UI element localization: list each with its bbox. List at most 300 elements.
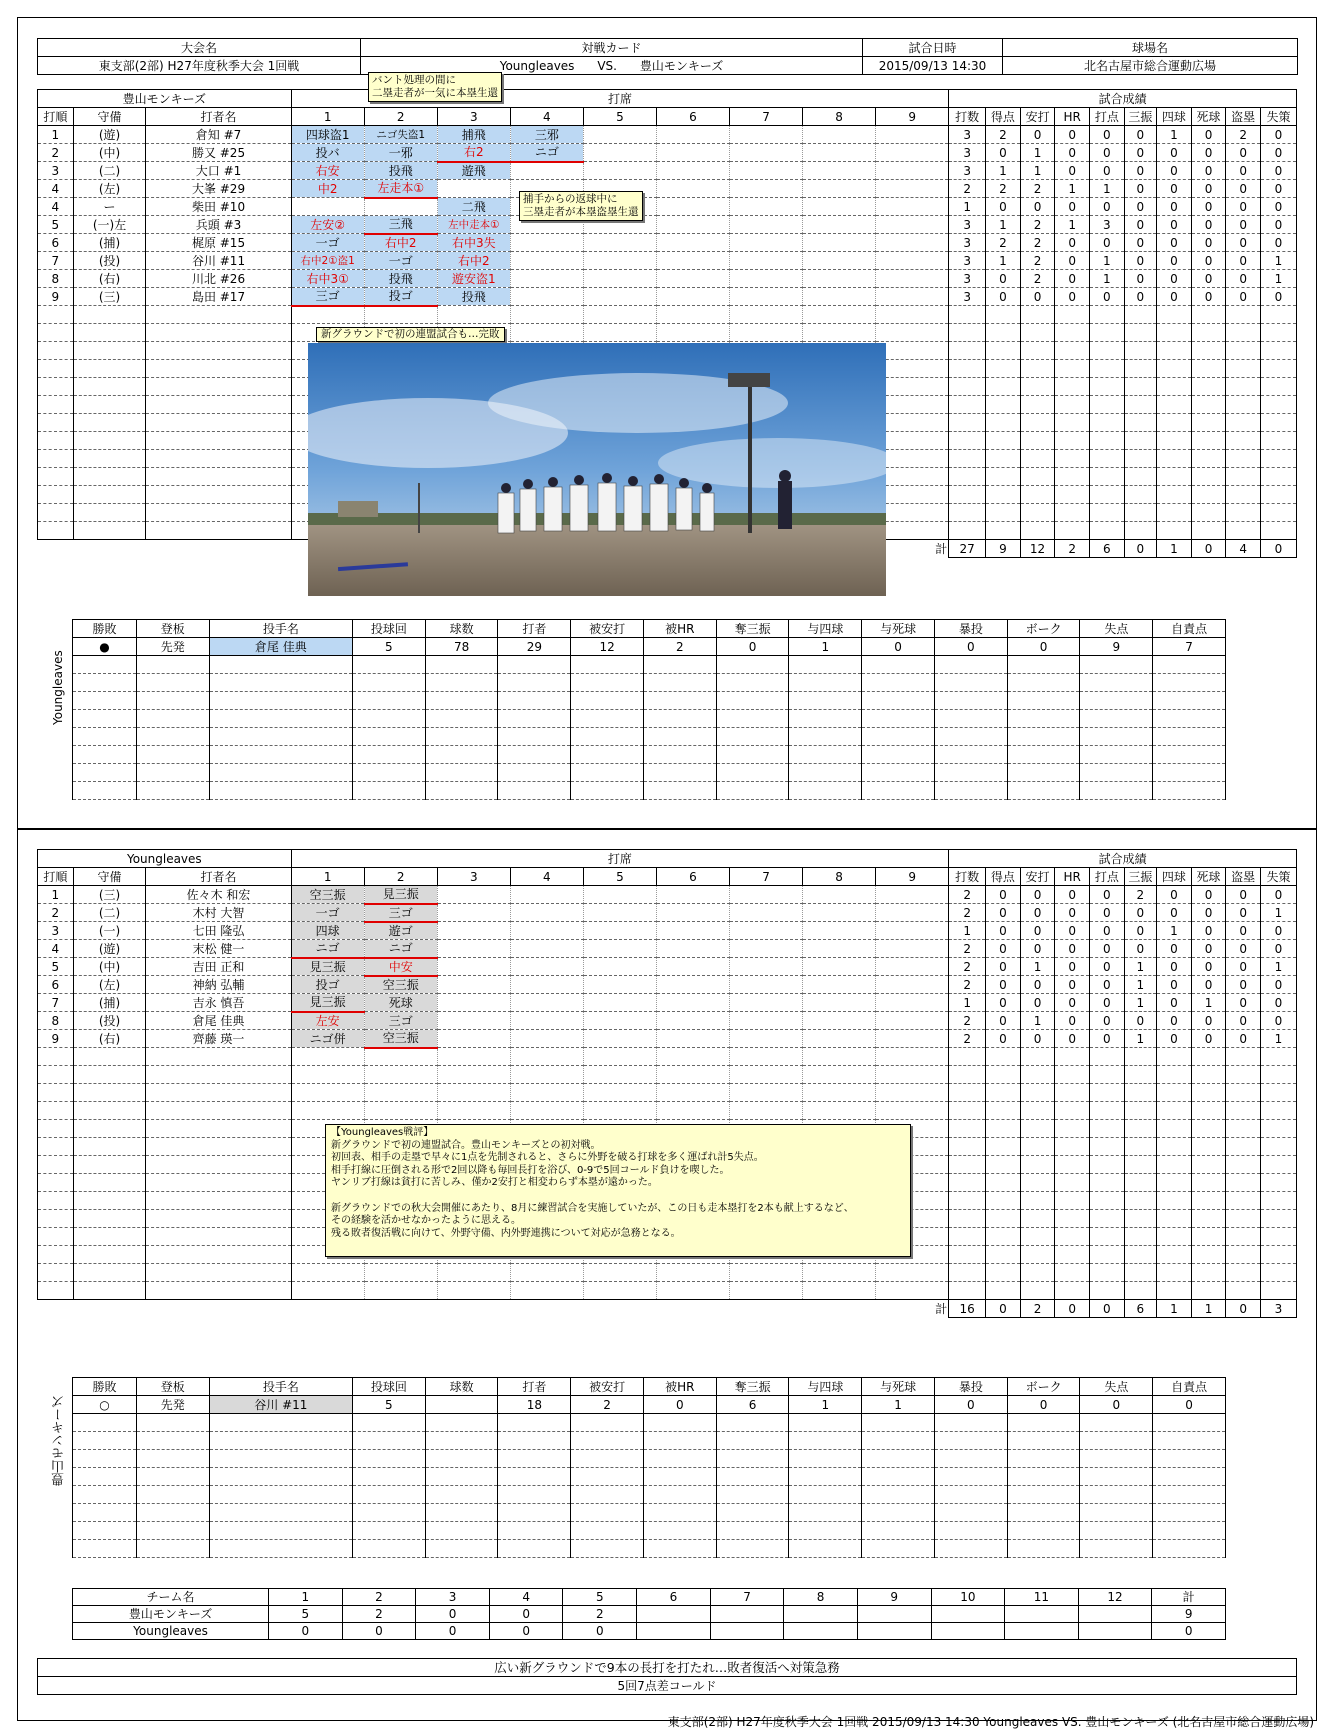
batter-stat xyxy=(1090,324,1125,342)
batter-stat xyxy=(986,468,1021,486)
batter-stat xyxy=(1226,1210,1261,1228)
stat-col: 打数 xyxy=(949,108,986,126)
batter-name: 神納 弘輔 xyxy=(146,976,291,994)
pitch-col: 与死球 xyxy=(862,620,935,638)
inning-4: 4 xyxy=(510,108,583,126)
batter-stat xyxy=(1055,306,1090,324)
pitch-empty xyxy=(209,1450,352,1468)
linescore-runs xyxy=(931,1623,1005,1640)
batter-stat xyxy=(1090,378,1125,396)
batting-order: 5 xyxy=(38,958,74,976)
at-bat-result: 死球 xyxy=(364,994,437,1012)
table-row xyxy=(38,324,1297,342)
at-bat-result xyxy=(656,1264,729,1282)
batter-stat xyxy=(1157,1066,1192,1084)
linescore-inning: 11 xyxy=(1005,1589,1079,1606)
batter-name xyxy=(146,1210,291,1228)
stat-col: 四球 xyxy=(1157,868,1192,886)
batter-stat xyxy=(1124,1264,1156,1282)
at-bat-result: 右中2 xyxy=(437,252,510,270)
batter-stat xyxy=(1226,396,1261,414)
batter-stat: 0 xyxy=(1191,1030,1226,1048)
table-row xyxy=(38,1030,1297,1048)
match-header xyxy=(37,38,1298,75)
pitch-empty xyxy=(1080,656,1153,674)
pitch-empty xyxy=(352,710,425,728)
pitch-empty xyxy=(1080,1414,1153,1432)
batter-name: 七田 隆弘 xyxy=(146,922,291,940)
table-row xyxy=(38,922,1297,940)
batter-stat: 0 xyxy=(986,1012,1021,1030)
batter-stat: 0 xyxy=(986,994,1021,1012)
batter-stat xyxy=(949,1120,986,1138)
stat-col: 打数 xyxy=(949,868,986,886)
batter-stat xyxy=(1191,1102,1226,1120)
pitch-empty xyxy=(1153,728,1226,746)
batter-stat: 1 xyxy=(1090,180,1125,198)
batter-stat xyxy=(949,1264,986,1282)
pitch-empty xyxy=(862,1486,935,1504)
pitch-empty xyxy=(643,710,716,728)
stats-header: 試合成績 xyxy=(949,850,1297,868)
batter-stat xyxy=(1124,1156,1156,1174)
col-order: 打順 xyxy=(38,868,74,886)
batter-stat: 0 xyxy=(1020,288,1055,306)
stat-col: 打点 xyxy=(1090,108,1125,126)
pitch-empty xyxy=(425,656,498,674)
inning-1: 1 xyxy=(291,108,364,126)
batter-stat xyxy=(1260,1102,1296,1120)
pitch-col: 失点 xyxy=(1080,1378,1153,1396)
batter-stat: 0 xyxy=(1157,180,1192,198)
pitch-empty xyxy=(73,746,137,764)
stat-col: 失策 xyxy=(1261,108,1297,126)
inning-4: 4 xyxy=(510,868,583,886)
batter-stat xyxy=(949,468,986,486)
batter-stat xyxy=(1260,1120,1296,1138)
at-bat-result xyxy=(876,396,949,414)
linescore-runs xyxy=(857,1606,931,1623)
at-bat-result xyxy=(656,252,729,270)
at-bat-result: 左安 xyxy=(291,1012,364,1030)
at-bat-result: 見三振 xyxy=(291,958,364,976)
at-bat-result: 右中2①盗1 xyxy=(291,252,364,270)
at-bat-result xyxy=(583,1084,656,1102)
batter-stat: 0 xyxy=(986,198,1021,216)
pitch-empty xyxy=(1007,692,1080,710)
batter-stat: 0 xyxy=(1090,940,1125,958)
pitch-empty xyxy=(789,1522,862,1540)
batter-stat xyxy=(949,1066,986,1084)
at-bat-result xyxy=(803,886,876,904)
table-row xyxy=(38,976,1297,994)
pitch-empty xyxy=(425,764,498,782)
batter-stat: 0 xyxy=(1124,904,1156,922)
at-bat-result xyxy=(876,360,949,378)
pitcher-name: 谷川 #11 xyxy=(209,1396,352,1414)
batter-stat xyxy=(1226,1084,1261,1102)
pitch-empty xyxy=(352,782,425,800)
batter-stat xyxy=(949,450,986,468)
at-bat-result: 三飛 xyxy=(364,216,437,234)
batter-stat xyxy=(1055,1066,1090,1084)
stat-col: 安打 xyxy=(1020,108,1055,126)
batter-stat: 0 xyxy=(986,270,1021,288)
at-bat-result xyxy=(876,468,949,486)
position xyxy=(73,396,146,414)
batter-stat: 0 xyxy=(1226,886,1261,904)
at-bat-result xyxy=(876,994,949,1012)
at-bat-result xyxy=(876,450,949,468)
batter-stat xyxy=(1020,1192,1055,1210)
at-bat-result xyxy=(583,162,656,180)
batter-name xyxy=(146,360,291,378)
linescore-inning: 9 xyxy=(857,1589,931,1606)
at-bat-result xyxy=(730,288,803,306)
at-bat-result xyxy=(583,958,656,976)
batter-stat: 0 xyxy=(1191,180,1226,198)
at-bat-result xyxy=(730,1012,803,1030)
batter-stat xyxy=(1191,1066,1226,1084)
at-bat-result xyxy=(364,1066,437,1084)
batter-stat xyxy=(1260,1156,1296,1174)
at-bat-result xyxy=(730,904,803,922)
batter-stat: 0 xyxy=(1157,234,1192,252)
batter-name: 柴田 #10 xyxy=(146,198,291,216)
batter-stat: 0 xyxy=(1157,994,1192,1012)
batter-stat: 0 xyxy=(1191,198,1226,216)
linescore-inning: 1 xyxy=(269,1589,343,1606)
batter-stat: 0 xyxy=(1124,234,1156,252)
batter-stat xyxy=(1157,1156,1192,1174)
batter-stat: 0 xyxy=(1090,144,1125,162)
batting-order xyxy=(38,432,74,450)
at-bat-result xyxy=(437,1048,510,1066)
batting-order: 6 xyxy=(38,976,74,994)
batter-stat xyxy=(1020,1174,1055,1192)
batter-stat: 1 xyxy=(949,922,986,940)
batter-name xyxy=(146,1192,291,1210)
batter-stat xyxy=(1226,306,1261,324)
at-bat-result: ニゴ xyxy=(291,940,364,958)
batter-stat: 0 xyxy=(1260,886,1296,904)
batter-stat: 0 xyxy=(1055,126,1090,144)
batter-stat: 0 xyxy=(1124,144,1156,162)
at-bat-result xyxy=(583,144,656,162)
batter-stat xyxy=(1226,1264,1261,1282)
pitch-empty xyxy=(862,746,935,764)
batter-name xyxy=(146,486,291,504)
pitch-empty xyxy=(73,1504,137,1522)
at-bat-result xyxy=(510,1084,583,1102)
batter-stat: 0 xyxy=(1157,1030,1192,1048)
pitching-table-bottom xyxy=(72,1377,1226,1558)
batter-stat: 2 xyxy=(949,1012,986,1030)
at-bat-result xyxy=(876,958,949,976)
batter-stat xyxy=(1226,468,1261,486)
inning-1: 1 xyxy=(291,868,364,886)
position xyxy=(73,1048,146,1066)
position: (右) xyxy=(73,270,146,288)
col-position: 守備 xyxy=(73,108,146,126)
batter-stat xyxy=(1090,1210,1125,1228)
pitch-empty xyxy=(789,1432,862,1450)
table-row xyxy=(38,198,1297,216)
batter-stat: 0 xyxy=(1226,288,1261,306)
total-stat: 2 xyxy=(1020,1300,1055,1318)
batter-stat xyxy=(1090,1156,1125,1174)
pitch-col: 被安打 xyxy=(571,620,644,638)
pitch-empty xyxy=(571,746,644,764)
pitch-empty xyxy=(1007,674,1080,692)
pitch-stat: 0 xyxy=(934,1396,1007,1414)
pitch-empty xyxy=(352,1450,425,1468)
batter-stat: 0 xyxy=(1157,162,1192,180)
at-bat-result xyxy=(876,324,949,342)
pitch-stat xyxy=(425,1396,498,1414)
batter-stat xyxy=(1020,1156,1055,1174)
batter-stat: 1 xyxy=(986,252,1021,270)
inning-3: 3 xyxy=(437,108,510,126)
batter-stat: 0 xyxy=(1055,288,1090,306)
at-bat-result xyxy=(583,904,656,922)
batter-stat xyxy=(1020,396,1055,414)
batter-stat: 0 xyxy=(1020,198,1055,216)
batter-stat xyxy=(1260,1048,1296,1066)
table-row xyxy=(38,252,1297,270)
pitcher-row xyxy=(73,1396,1226,1414)
batter-stat: 0 xyxy=(1157,144,1192,162)
pitch-empty xyxy=(934,656,1007,674)
headline-box xyxy=(37,1658,1297,1695)
pitch-empty xyxy=(934,1504,1007,1522)
batter-stat xyxy=(1226,486,1261,504)
batter-name xyxy=(146,1156,291,1174)
at-bat-result xyxy=(876,288,949,306)
batter-name: 末松 健一 xyxy=(146,940,291,958)
pitch-empty xyxy=(789,764,862,782)
batter-stat xyxy=(1090,504,1125,522)
pitch-empty xyxy=(425,782,498,800)
batter-stat xyxy=(1261,432,1297,450)
batting-order xyxy=(38,360,74,378)
batter-stat: 0 xyxy=(1261,180,1297,198)
batter-stat xyxy=(986,1210,1021,1228)
stat-col: 四球 xyxy=(1157,108,1192,126)
at-bat-result xyxy=(876,504,949,522)
total-stat: 6 xyxy=(1090,540,1125,558)
batter-stat: 2 xyxy=(949,904,986,922)
batter-stat xyxy=(1124,1246,1156,1264)
pitch-empty xyxy=(716,1486,789,1504)
position: (中) xyxy=(73,144,146,162)
batter-stat xyxy=(1055,414,1090,432)
batter-stat xyxy=(1191,1210,1226,1228)
batter-stat xyxy=(1020,360,1055,378)
batter-stat xyxy=(1157,306,1192,324)
at-bat-result xyxy=(364,1102,437,1120)
batter-stat: 0 xyxy=(1090,1012,1125,1030)
batter-stat: 1 xyxy=(1124,976,1156,994)
at-bat-result xyxy=(437,994,510,1012)
at-bat-result: 二飛 xyxy=(437,198,510,216)
pitch-empty xyxy=(934,1450,1007,1468)
linescore-inning: 計 xyxy=(1152,1589,1226,1606)
pitcher-name: 倉尾 佳典 xyxy=(209,638,352,656)
at-bat-result xyxy=(583,1066,656,1084)
pitch-empty xyxy=(571,674,644,692)
table-row xyxy=(38,144,1297,162)
at-bat-result xyxy=(876,1264,949,1282)
position xyxy=(73,342,146,360)
batter-stat xyxy=(1261,504,1297,522)
at-bat-result xyxy=(803,1264,876,1282)
linescore-runs: 0 xyxy=(269,1623,343,1640)
batter-stat xyxy=(1226,1048,1261,1066)
position xyxy=(73,1102,146,1120)
batter-stat xyxy=(986,522,1021,540)
at-bat-result xyxy=(583,1102,656,1120)
batter-stat xyxy=(1020,522,1055,540)
batter-stat xyxy=(1020,1120,1055,1138)
batting-order xyxy=(38,1210,74,1228)
at-bat-result xyxy=(656,234,729,252)
pitch-empty xyxy=(1153,674,1226,692)
batter-name xyxy=(146,1174,291,1192)
pitch-empty xyxy=(1153,1486,1226,1504)
at-bat-result xyxy=(876,144,949,162)
batting-order xyxy=(38,378,74,396)
at-bat-result xyxy=(803,958,876,976)
position xyxy=(73,450,146,468)
at-bat-result xyxy=(876,486,949,504)
at-bat-result: 投ゴ xyxy=(291,976,364,994)
batting-order xyxy=(38,342,74,360)
pitch-empty xyxy=(934,746,1007,764)
batter-stat: 1 xyxy=(1260,958,1296,976)
at-bat-result: 左中走本① xyxy=(437,216,510,234)
batter-stat xyxy=(986,1066,1021,1084)
batter-stat xyxy=(1055,1120,1090,1138)
batter-stat xyxy=(1090,486,1125,504)
at-bat-result xyxy=(583,270,656,288)
pitch-empty xyxy=(1080,728,1153,746)
pitch-empty xyxy=(136,674,209,692)
batter-stat xyxy=(1226,1228,1261,1246)
table-row xyxy=(38,940,1297,958)
batting-order: 6 xyxy=(38,234,74,252)
at-bat-result xyxy=(656,306,729,324)
batter-name: 吉田 正和 xyxy=(146,958,291,976)
batter-stat: 0 xyxy=(1226,252,1261,270)
position xyxy=(73,432,146,450)
batting-order: 7 xyxy=(38,252,74,270)
position: (二) xyxy=(73,904,146,922)
at-bat-result xyxy=(730,270,803,288)
pitch-col: 球数 xyxy=(425,1378,498,1396)
pitch-empty xyxy=(209,746,352,764)
batter-stat: 0 xyxy=(1124,198,1156,216)
batter-stat: 0 xyxy=(986,904,1021,922)
at-bat-result xyxy=(876,126,949,144)
linescore-inning: 2 xyxy=(342,1589,416,1606)
batting-order xyxy=(38,396,74,414)
batter-stat xyxy=(1157,1264,1192,1282)
batter-stat: 0 xyxy=(1191,270,1226,288)
batter-stat: 1 xyxy=(986,216,1021,234)
table-row xyxy=(38,270,1297,288)
batter-stat xyxy=(1226,1102,1261,1120)
pitch-empty xyxy=(1007,746,1080,764)
batter-stat: 0 xyxy=(1020,922,1055,940)
batter-stat xyxy=(1157,1192,1192,1210)
pitch-empty xyxy=(934,1468,1007,1486)
batter-stat: 2 xyxy=(1020,234,1055,252)
batter-stat xyxy=(1124,1282,1156,1300)
batter-stat: 0 xyxy=(1191,252,1226,270)
batter-stat xyxy=(986,486,1021,504)
pitch-empty xyxy=(643,1468,716,1486)
batter-name: 勝又 #25 xyxy=(146,144,291,162)
batting-order xyxy=(38,414,74,432)
pitch-empty xyxy=(934,710,1007,728)
total-stat: 3 xyxy=(1260,1300,1296,1318)
batter-stat xyxy=(1020,1228,1055,1246)
pitch-empty xyxy=(1007,728,1080,746)
pitch-empty xyxy=(136,656,209,674)
batter-stat xyxy=(1124,486,1156,504)
batter-stat xyxy=(1124,1084,1156,1102)
pitch-empty xyxy=(498,746,571,764)
batter-stat xyxy=(1020,342,1055,360)
pitch-empty xyxy=(498,1540,571,1558)
pitch-empty xyxy=(643,782,716,800)
pitch-empty xyxy=(1080,692,1153,710)
batter-stat: 0 xyxy=(1191,216,1226,234)
pitch-empty xyxy=(643,656,716,674)
batter-stat xyxy=(949,306,986,324)
team-a: Youngleaves xyxy=(499,58,575,73)
at-bat-result xyxy=(437,1282,510,1300)
pitch-empty xyxy=(571,782,644,800)
pitch-empty xyxy=(1153,1504,1226,1522)
batter-stat xyxy=(1020,1066,1055,1084)
at-bat-result xyxy=(803,976,876,994)
batter-stat xyxy=(1157,1048,1192,1066)
batter-stat xyxy=(1020,1246,1055,1264)
team-photo xyxy=(308,343,886,596)
batter-stat xyxy=(986,1120,1021,1138)
pitch-empty xyxy=(1080,1432,1153,1450)
pitch-empty xyxy=(643,1450,716,1468)
position: (中) xyxy=(73,958,146,976)
vs-label: VS. xyxy=(597,58,617,73)
at-bat-result xyxy=(364,1282,437,1300)
pitch-stat: 5 xyxy=(352,638,425,656)
batter-name xyxy=(146,1138,291,1156)
batter-stat xyxy=(1157,1102,1192,1120)
at-bat-result xyxy=(437,180,510,198)
linescore-runs: 0 xyxy=(489,1606,563,1623)
batter-name: 大口 #1 xyxy=(146,162,291,180)
at-bat-result xyxy=(437,976,510,994)
pitch-empty xyxy=(73,782,137,800)
pitch-empty xyxy=(498,764,571,782)
batter-stat xyxy=(1020,1048,1055,1066)
batter-stat xyxy=(1226,432,1261,450)
pitch-empty xyxy=(1153,746,1226,764)
batter-stat xyxy=(1157,1246,1192,1264)
